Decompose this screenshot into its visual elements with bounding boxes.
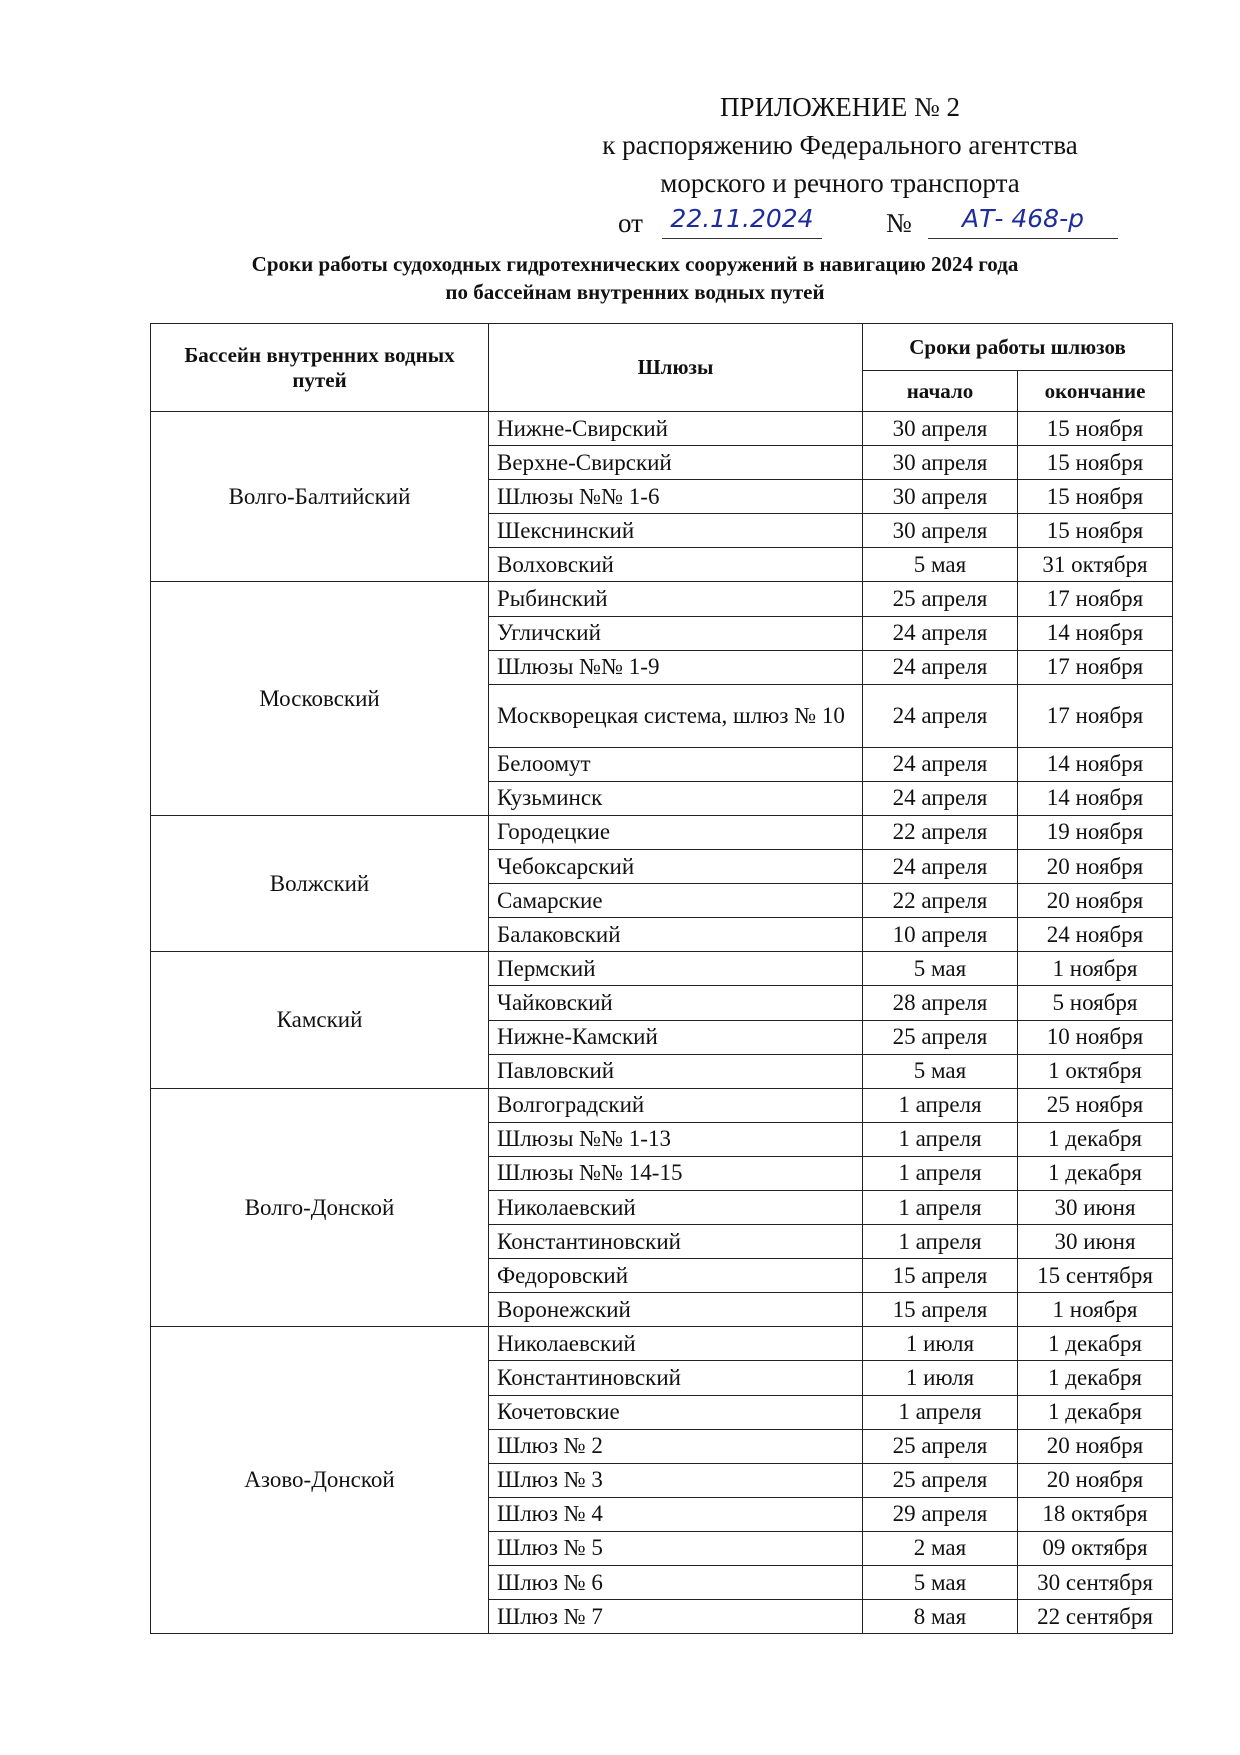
end-date-cell: 17 ноября (1018, 650, 1173, 684)
table-row (151, 412, 1173, 446)
end-date-cell: 20 ноября (1018, 1463, 1173, 1497)
order-reference-line2: морского и речного транспорта (660, 168, 1020, 198)
end-date-cell: 10 ноября (1018, 1020, 1173, 1054)
end-date-cell: 15 ноября (1018, 446, 1173, 480)
basin-cell: Волго-Донской (151, 1088, 489, 1327)
end-date-cell: 1 декабря (1018, 1327, 1173, 1361)
end-date-cell: 20 ноября (1018, 1429, 1173, 1463)
lock-name-cell: Волгоградский (489, 1088, 863, 1122)
lock-name-cell: Чайковский (489, 986, 863, 1020)
start-date-cell: 24 апреля (863, 650, 1018, 684)
end-date-cell: 17 ноября (1018, 582, 1173, 616)
lock-name-cell: Шлюз № 7 (489, 1600, 863, 1634)
end-date-cell: 1 декабря (1018, 1122, 1173, 1156)
lock-name-cell: Городецкие (489, 815, 863, 849)
lock-name-cell: Константиновский (489, 1225, 863, 1259)
basin-cell: Волжский (151, 815, 489, 951)
end-date-cell: 14 ноября (1018, 781, 1173, 815)
lock-name-cell: Шлюзы №№ 1-9 (489, 650, 863, 684)
start-date-cell: 24 апреля (863, 616, 1018, 650)
start-date-cell: 22 апреля (863, 815, 1018, 849)
end-date-cell: 30 июня (1018, 1225, 1173, 1259)
start-date-cell: 25 апреля (863, 1463, 1018, 1497)
basin-cell: Волго-Балтийский (151, 412, 489, 582)
lock-name-cell: Волховский (489, 548, 863, 582)
end-date-cell: 22 сентября (1018, 1600, 1173, 1634)
end-date-cell: 1 ноября (1018, 1293, 1173, 1327)
start-date-cell: 29 апреля (863, 1497, 1018, 1531)
lock-name-cell: Нижне-Камский (489, 1020, 863, 1054)
end-date-cell: 1 декабря (1018, 1156, 1173, 1190)
end-date-cell: 30 июня (1018, 1190, 1173, 1224)
document-header (540, 88, 1140, 244)
lock-name-cell: Нижне-Свирский (489, 412, 863, 446)
start-date-cell: 24 апреля (863, 747, 1018, 781)
start-date-cell: 30 апреля (863, 480, 1018, 514)
col-header-start: начало (863, 371, 1018, 412)
end-date-cell: 5 ноября (1018, 986, 1173, 1020)
end-date-cell: 15 ноября (1018, 480, 1173, 514)
locks-schedule-table (150, 323, 1173, 1634)
lock-name-cell: Шлюз № 2 (489, 1429, 863, 1463)
appendix-label: ПРИЛОЖЕНИЕ № 2 (719, 92, 961, 122)
basin-cell: Московский (151, 582, 489, 815)
end-date-cell: 14 ноября (1018, 616, 1173, 650)
start-date-cell: 15 апреля (863, 1293, 1018, 1327)
end-date-cell: 20 ноября (1018, 884, 1173, 918)
table-row (151, 582, 1173, 616)
start-date-cell: 1 апреля (863, 1156, 1018, 1190)
table-row (151, 1327, 1173, 1361)
table-body (151, 412, 1173, 1634)
end-date-cell: 15 сентября (1018, 1259, 1173, 1293)
number-label: № (886, 208, 912, 238)
start-date-cell: 1 апреля (863, 1395, 1018, 1429)
lock-name-cell: Шекснинский (489, 514, 863, 548)
lock-name-cell: Павловский (489, 1054, 863, 1088)
end-date-cell: 31 октября (1018, 548, 1173, 582)
end-date-cell: 09 октября (1018, 1531, 1173, 1565)
start-date-cell: 28 апреля (863, 986, 1018, 1020)
lock-name-cell: Пермский (489, 952, 863, 986)
order-number: АТ- 468-р (928, 200, 1118, 239)
start-date-cell: 30 апреля (863, 446, 1018, 480)
start-date-cell: 25 апреля (863, 582, 1018, 616)
end-date-cell: 30 сентября (1018, 1566, 1173, 1600)
basin-cell: Камский (151, 952, 489, 1088)
start-date-cell: 24 апреля (863, 684, 1018, 747)
col-header-locks: Шлюзы (489, 324, 863, 412)
end-date-cell: 1 декабря (1018, 1361, 1173, 1395)
lock-name-cell: Константиновский (489, 1361, 863, 1395)
start-date-cell: 5 мая (863, 548, 1018, 582)
table-row (151, 1088, 1173, 1122)
lock-name-cell: Шлюз № 6 (489, 1566, 863, 1600)
lock-name-cell: Балаковский (489, 918, 863, 952)
end-date-cell: 15 ноября (1018, 412, 1173, 446)
lock-name-cell: Самарские (489, 884, 863, 918)
col-header-end: окончание (1018, 371, 1173, 412)
start-date-cell: 8 мая (863, 1600, 1018, 1634)
start-date-cell: 1 апреля (863, 1225, 1018, 1259)
end-date-cell: 14 ноября (1018, 747, 1173, 781)
end-date-cell: 1 ноября (1018, 952, 1173, 986)
start-date-cell: 25 апреля (863, 1020, 1018, 1054)
date-label: от (618, 208, 643, 238)
table-row (151, 815, 1173, 849)
lock-name-cell: Белоомут (489, 747, 863, 781)
start-date-cell: 1 апреля (863, 1190, 1018, 1224)
end-date-cell: 1 декабря (1018, 1395, 1173, 1429)
end-date-cell: 24 ноября (1018, 918, 1173, 952)
start-date-cell: 15 апреля (863, 1259, 1018, 1293)
lock-name-cell: Воронежский (489, 1293, 863, 1327)
order-reference-line1: к распоряжению Федерального агентства (602, 130, 1078, 160)
start-date-cell: 1 июля (863, 1327, 1018, 1361)
lock-name-cell: Верхне-Свирский (489, 446, 863, 480)
col-header-basin: Бассейн внутренних водных путей (151, 324, 489, 412)
basin-cell: Азово-Донской (151, 1327, 489, 1634)
lock-name-cell: Кочетовские (489, 1395, 863, 1429)
end-date-cell: 17 ноября (1018, 684, 1173, 747)
title-line1: Сроки работы судоходных гидротехнических сооружений в навигацию 2024 года (251, 252, 1019, 276)
end-date-cell: 1 октября (1018, 1054, 1173, 1088)
lock-name-cell: Федоровский (489, 1259, 863, 1293)
start-date-cell: 10 апреля (863, 918, 1018, 952)
col-header-terms: Сроки работы шлюзов (863, 324, 1173, 371)
start-date-cell: 2 мая (863, 1531, 1018, 1565)
end-date-cell: 15 ноября (1018, 514, 1173, 548)
lock-name-cell: Шлюз № 5 (489, 1531, 863, 1565)
lock-name-cell: Шлюз № 3 (489, 1463, 863, 1497)
order-meta (540, 204, 1140, 244)
start-date-cell: 1 апреля (863, 1088, 1018, 1122)
lock-name-cell: Кузьминск (489, 781, 863, 815)
lock-name-cell: Угличский (489, 616, 863, 650)
start-date-cell: 5 мая (863, 952, 1018, 986)
end-date-cell: 18 октября (1018, 1497, 1173, 1531)
lock-name-cell: Москворецкая система, шлюз № 10 (489, 684, 863, 747)
lock-name-cell: Шлюзы №№ 14-15 (489, 1156, 863, 1190)
lock-name-cell: Шлюз № 4 (489, 1497, 863, 1531)
end-date-cell: 19 ноября (1018, 815, 1173, 849)
start-date-cell: 5 мая (863, 1566, 1018, 1600)
lock-name-cell: Николаевский (489, 1190, 863, 1224)
start-date-cell: 24 апреля (863, 850, 1018, 884)
start-date-cell: 22 апреля (863, 884, 1018, 918)
start-date-cell: 5 мая (863, 1054, 1018, 1088)
start-date-cell: 30 апреля (863, 412, 1018, 446)
start-date-cell: 30 апреля (863, 514, 1018, 548)
lock-name-cell: Рыбинский (489, 582, 863, 616)
table-row (151, 952, 1173, 986)
start-date-cell: 1 июля (863, 1361, 1018, 1395)
order-date: 22.11.2024 (662, 200, 822, 239)
start-date-cell: 24 апреля (863, 781, 1018, 815)
lock-name-cell: Чебоксарский (489, 850, 863, 884)
lock-name-cell: Николаевский (489, 1327, 863, 1361)
title-line2: по бассейнам внутренних водных путей (445, 280, 825, 304)
document-title (150, 250, 1120, 306)
end-date-cell: 20 ноября (1018, 850, 1173, 884)
lock-name-cell: Шлюзы №№ 1-6 (489, 480, 863, 514)
lock-name-cell: Шлюзы №№ 1-13 (489, 1122, 863, 1156)
start-date-cell: 1 апреля (863, 1122, 1018, 1156)
start-date-cell: 25 апреля (863, 1429, 1018, 1463)
end-date-cell: 25 ноября (1018, 1088, 1173, 1122)
